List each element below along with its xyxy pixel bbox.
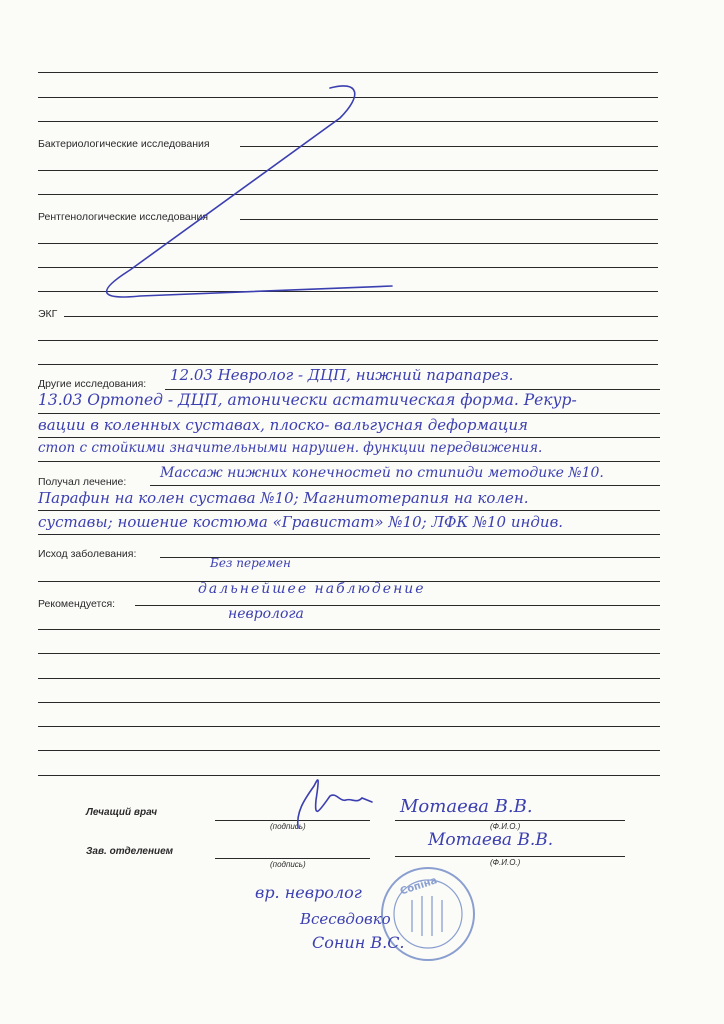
attending-doctor-name: Мотаева В.В. [400, 796, 533, 817]
clinic-stamp [382, 868, 474, 960]
other-studies-label: Другие исследования: [38, 378, 149, 390]
recommended-line-2: невролога [228, 606, 304, 622]
attending-doctor-label: Лечащий врач [86, 807, 158, 818]
outcome-text: Без перемен [210, 556, 291, 570]
radiology-label: Рентгенологические исследования [38, 211, 211, 223]
footer-note-line-1: вр. невролог [255, 883, 362, 902]
recommended-label: Рекомендуется: [38, 598, 118, 610]
treatment-label: Получал лечение: [38, 476, 129, 488]
treatment-line-1: Массаж нижних конечностей по стипиди методике №10. [160, 465, 604, 481]
attending-doctor-signature [298, 780, 372, 828]
bacteriology-label: Бактериологические исследования [38, 138, 213, 150]
stamp-text: Сопіна [398, 875, 439, 898]
other-studies-line-3: вации в коленных суставах, плоско- вальгусная деформация [38, 416, 528, 434]
signature-caption: (подпись) [270, 822, 306, 831]
footer-note-line-3: Сонин В.С. [312, 933, 405, 952]
signature-caption: (подпись) [270, 860, 306, 869]
footer-note-line-2: Всесвдовко [300, 910, 391, 928]
outcome-label: Исход заболевания: [38, 548, 139, 560]
treatment-line-3: суставы; ношение костюма «Гравистат» №10; ЛФК №10 индив. [38, 513, 564, 531]
fio-caption: (Ф.И.О.) [490, 822, 521, 831]
head-of-department-name: Мотаева В.В. [428, 830, 554, 850]
head-of-department-label: Зав. отделением [86, 846, 174, 857]
recommended-line-1: дальнейшее наблюдение [198, 581, 426, 597]
other-studies-line-1: 12.03 Невролог - ДЦП, нижний парапарез. [170, 366, 514, 384]
other-studies-line-2: 13.03 Ортопед - ДЦП, атонически астатическая форма. Рекур- [38, 391, 577, 409]
treatment-line-2: Парафин на колен сустава №10; Магнитотерапия на колен. [38, 489, 529, 507]
other-studies-line-4: стоп с стойкими значительными нарушен. функции передвижения. [38, 440, 543, 456]
fio-caption: (Ф.И.О.) [490, 858, 521, 867]
diagonal-cross-out-stroke [107, 86, 392, 297]
ecg-label: ЭКГ [38, 308, 60, 320]
